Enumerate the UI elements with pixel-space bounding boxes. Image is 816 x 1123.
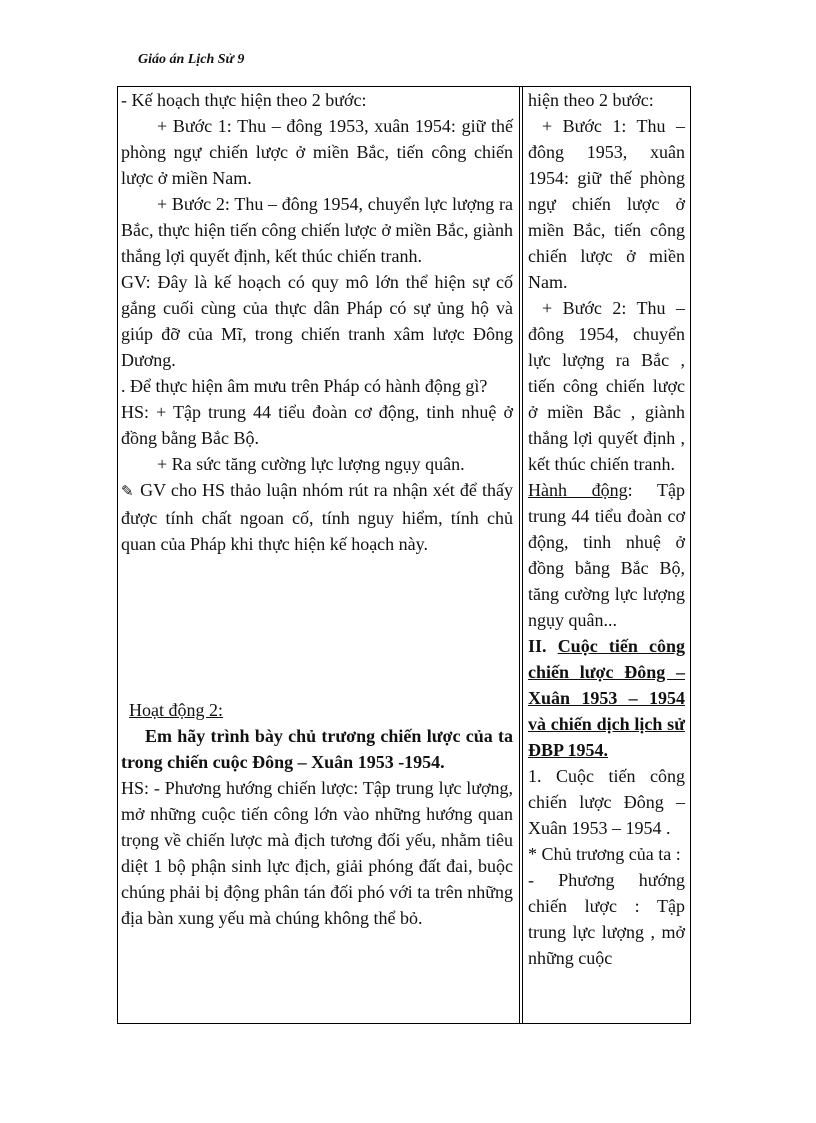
summary-step-2: + Bước 2: Thu – đông 1954, chuyển lực lượng ra Bắc , tiến công chiến lược ở miền Bắc , giành thắng lợi quyết định , kết thúc chiến tranh. (528, 298, 685, 474)
our-policy-heading: * Chủ trương của ta : (528, 844, 681, 864)
page-header: Giáo án Lịch Sử 9 (138, 52, 245, 67)
action-label: Hành động (528, 480, 628, 500)
teacher-note: GV: Đây là kế hoạch có quy mô lớn thể hiện sự cố gắng cuối cùng của thực dân Pháp có sự ủng hộ và giúp đỡ của Mĩ, trong chiến tranh xâm lược Đông Dương. (121, 272, 513, 370)
activity-2-answer: HS: - Phương hướng chiến lược: Tập trung lực lượng, mở những cuộc tiến công lớn vào những hướng quan trọng về chiến lược mà địch tương đối yếu, nhằm tiêu diệt 1 bộ phận sinh lực địch, giải phóng đất đai, buộc chúng phải bị động phân tán đối phó với ta trên những địa bàn xung yếu mà chúng không thể bỏ. (121, 778, 513, 928)
plan-intro: - Kế hoạch thực hiện theo 2 bước: (121, 90, 367, 110)
section-ii-heading (528, 633, 685, 763)
left-column (121, 87, 513, 931)
subsection-1-heading: 1. Cuộc tiến công chiến lược Đông – Xuân 1953 – 1954 . (528, 766, 685, 838)
summary-plan: hiện theo 2 bước: (528, 90, 654, 110)
activity-2-question: Em hãy trình bày chủ trương chiến lược của ta trong chiến cuộc Đông – Xuân 1953 -1954. (121, 726, 513, 772)
step-2: + Bước 2: Thu – đông 1954, chuyển lực lượng ra Bắc, thực hiện tiến công chiến lược ở miền Bắc, giành thắng lợi quyết định, kết thúc chiến tranh. (121, 194, 513, 266)
discussion-task (121, 477, 513, 557)
right-column (528, 87, 685, 971)
action-text: : Tập trung 44 tiểu đoàn cơ động, tinh nhuệ ở đồng bằng Bắc Bộ, tăng cường lực lượng ngụy quân... (528, 480, 685, 630)
lesson-table (117, 86, 691, 1024)
discussion-text: GV cho HS thảo luận nhóm rút ra nhận xét để thấy được tính chất ngoan cố, tính nguy hiểm, tính chủ quan của Pháp khi thực hiện kế hoạch này. (121, 480, 514, 554)
strategic-direction: - Phương hướng chiến lược : Tập trung lực lượng , mở những cuộc (528, 870, 685, 968)
section-title: Cuộc tiến công chiến lược Đông – Xuân 1953 – 1954 và chiến dịch lịch sử ĐBP 1954. (528, 636, 686, 760)
activity-2-heading: Hoạt động 2: (129, 700, 223, 720)
question: . Để thực hiện âm mưu trên Pháp có hành động gì? (121, 376, 488, 396)
step-1: + Bước 1: Thu – đông 1953, xuân 1954: giữ thế phòng ngự chiến lược ở miền Bắc, tiến công chiến lược ở miền Nam. (121, 116, 513, 188)
summary-step-1: + Bước 1: Thu – đông 1953, xuân 1954: giữ thế phòng ngự chiến lược ở miền Bắc, tiến công chiến lược ở miền Nam. (528, 116, 685, 292)
pencil-icon: ✎ (121, 484, 134, 500)
student-answer-1: HS: + Tập trung 44 tiểu đoàn cơ động, tinh nhuệ ở đồng bằng Bắc Bộ. (121, 402, 513, 448)
student-answer-2: + Ra sức tăng cường lực lượng ngụy quân. (157, 454, 465, 474)
section-number: II. (528, 636, 547, 656)
summary-action (528, 477, 685, 633)
column-divider (519, 87, 523, 1023)
